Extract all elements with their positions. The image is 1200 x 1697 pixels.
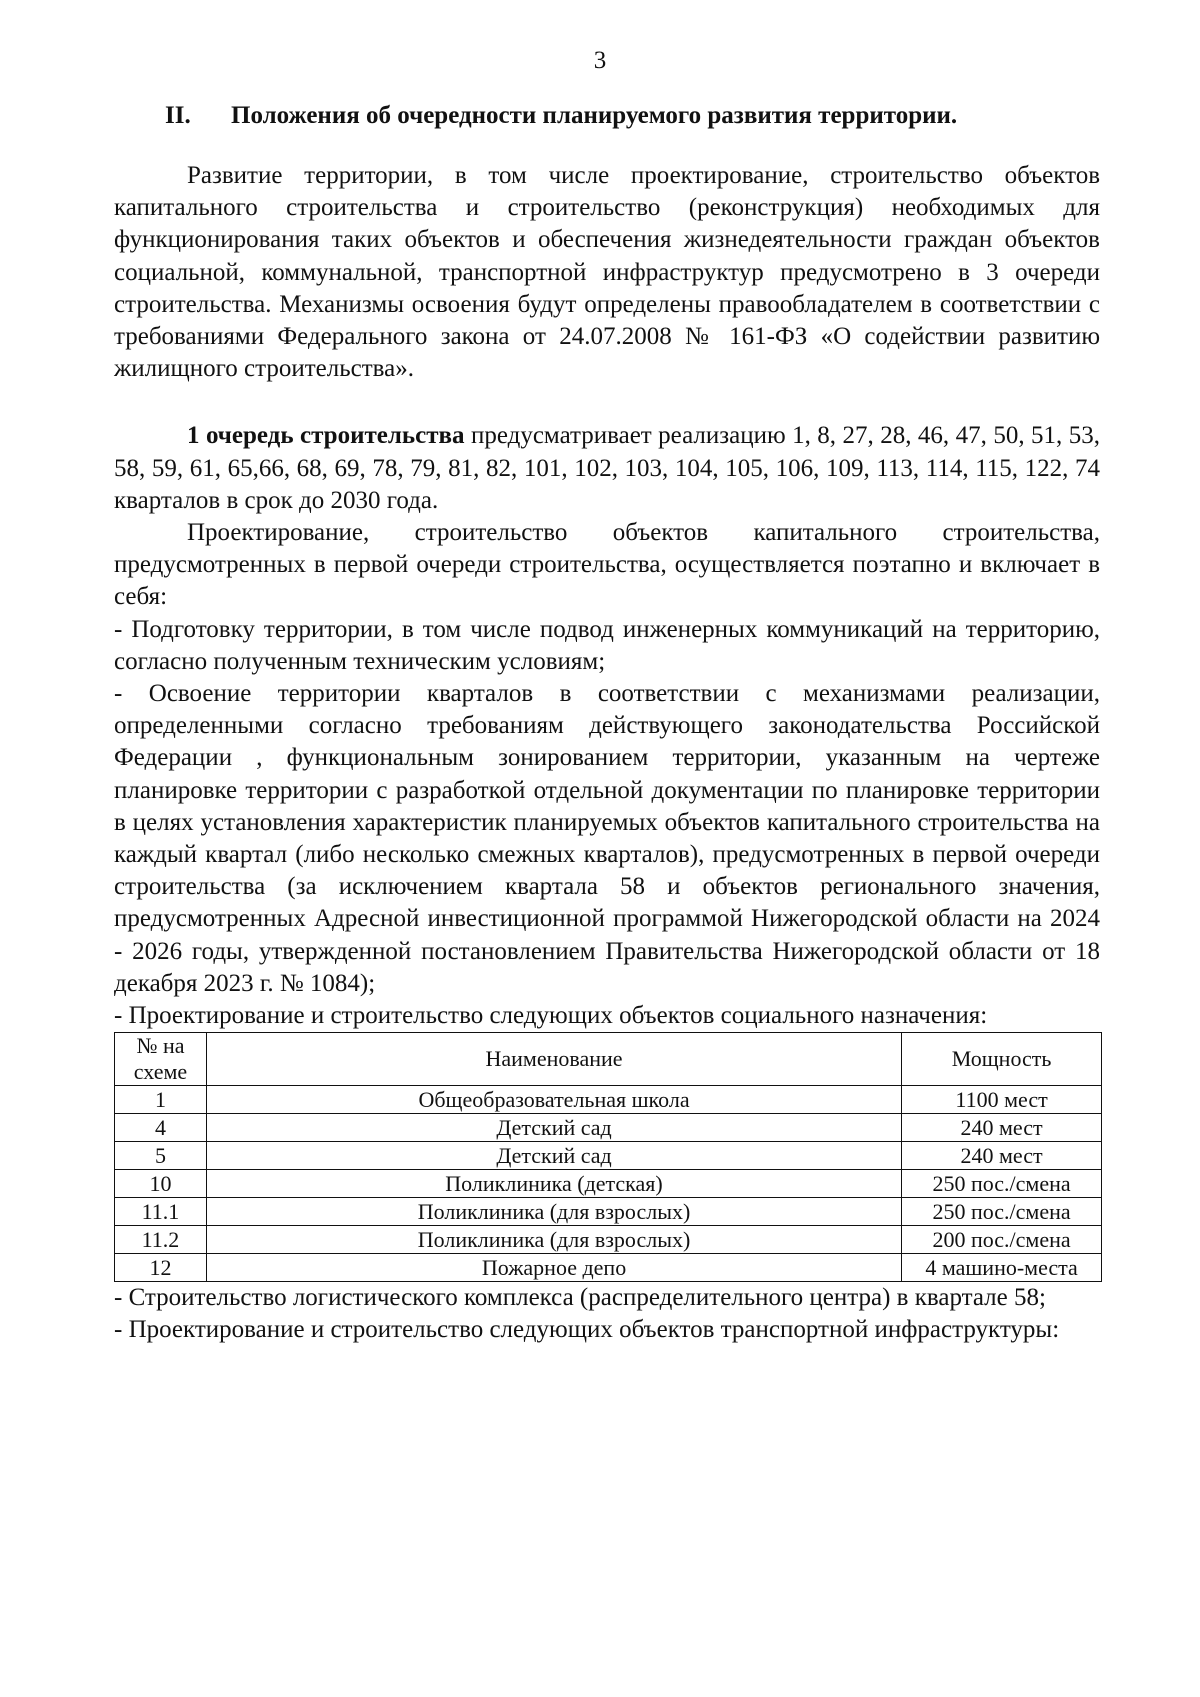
cell-capacity: 250 пос./смена	[902, 1170, 1102, 1198]
table-row	[115, 1254, 1102, 1282]
table-row	[115, 1226, 1102, 1254]
design-paragraph: Проектирование, строительство объектов капитального строительства, предусмотренных в первой очереди строительства, осуществляется поэтапно и включает в себя:	[114, 519, 1100, 611]
list-item-social: - Проектирование и строительство следующих объектов социального назначения:	[114, 1002, 988, 1030]
cell-capacity: 4 машино-места	[902, 1254, 1102, 1282]
cell-name: Пожарное депо	[206, 1254, 901, 1282]
page-number: 3	[593, 47, 607, 74]
cell-capacity: 1100 мест	[902, 1086, 1102, 1114]
section-number: II.	[165, 102, 191, 129]
table-row	[115, 1142, 1102, 1170]
cell-name: Поликлиника (для взрослых)	[206, 1226, 901, 1254]
table-row	[115, 1170, 1102, 1198]
cell-capacity: 250 пос./смена	[902, 1198, 1102, 1226]
cell-name: Поликлиника (детская)	[206, 1170, 901, 1198]
table-header-row	[115, 1033, 1102, 1086]
header-name: Наименование	[206, 1033, 901, 1086]
stage1-text: предусматривает реализацию 1, 8, 27, 28, 46, 47, 50, 51, 53, 58, 59, 61, 65,66, 68, 69, 78, 79, 81, 82, 101, 102, 103, 104, 105, 106, 109, 113, 114, 115, 122, 74 кварталов в срок до 2030 года.	[114, 422, 1101, 514]
stage1-paragraph	[114, 420, 1100, 517]
cell-num: 11.1	[115, 1198, 207, 1226]
header-num: № на схеме	[115, 1033, 207, 1086]
cell-num: 5	[115, 1142, 207, 1170]
list-item-logistics: - Строительство логистического комплекса (распределительного центра) в квартале 58;	[114, 1284, 1046, 1312]
intro-paragraph: Развитие территории, в том числе проектирование, строительство объектов капитального строительства и строительство (реконструкция) необходимых для функционирования таких объектов и обеспечения жизнедеятельности граждан объектов социальной, коммунальной, транспортной инфраструктур предусмотрено в 3 очереди строительства. Механизмы освоения будут определены правообладателем в соответствии с требованиями Федерального закона от 24.07.2008 № 161-ФЗ «О содействии развитию жилищного строительства».	[114, 162, 1100, 383]
cell-name: Общеобразовательная школа	[206, 1086, 901, 1114]
cell-num: 12	[115, 1254, 207, 1282]
cell-capacity: 200 пос./смена	[902, 1226, 1102, 1254]
cell-capacity: 240 мест	[902, 1114, 1102, 1142]
list-item-develop: - Освоение территории кварталов в соответствии с механизмами реализации, определенными согласно требованиям действующего законодательства Российской Федерации , функциональным зонированием территории, указанным на чертеже планировке территории с разработкой отдельной документации по планировке территории в целях установления характеристик планируемых объектов капитального строительства на каждый квартал (либо несколько смежных кварталов), предусмотренных в первой очереди строительства (за исключением квартала 58 и объектов регионального значения, предусмотренных Адресной инвестиционной программой Нижегородской области на 2024 - 2026 годы, утвержденной постановлением Правительства Нижегородской области от 18 декабря 2023 г. № 1084);	[114, 680, 1100, 997]
table-row	[115, 1114, 1102, 1142]
cell-num: 1	[115, 1086, 207, 1114]
section-title: Положения об очередности планируемого развития территории.	[231, 102, 958, 129]
cell-name: Детский сад	[206, 1114, 901, 1142]
cell-name: Поликлиника (для взрослых)	[206, 1198, 901, 1226]
cell-num: 10	[115, 1170, 207, 1198]
document-body	[114, 100, 1100, 1347]
cell-capacity: 240 мест	[902, 1142, 1102, 1170]
stage1-label: 1 очередь строительства	[187, 422, 465, 450]
social-objects-table	[114, 1032, 1102, 1282]
cell-name: Детский сад	[206, 1142, 901, 1170]
table-row	[115, 1198, 1102, 1226]
list-item-transport: - Проектирование и строительство следующих объектов транспортной инфраструктуры:	[114, 1316, 1060, 1344]
cell-num: 11.2	[115, 1226, 207, 1254]
cell-num: 4	[115, 1114, 207, 1142]
header-capacity: Мощность	[902, 1033, 1102, 1086]
table-row	[115, 1086, 1102, 1114]
list-item-prepare: - Подготовку территории, в том числе подвод инженерных коммуникаций на территорию, согласно полученным техническим условиям;	[114, 615, 1100, 675]
section-heading	[114, 100, 1100, 132]
